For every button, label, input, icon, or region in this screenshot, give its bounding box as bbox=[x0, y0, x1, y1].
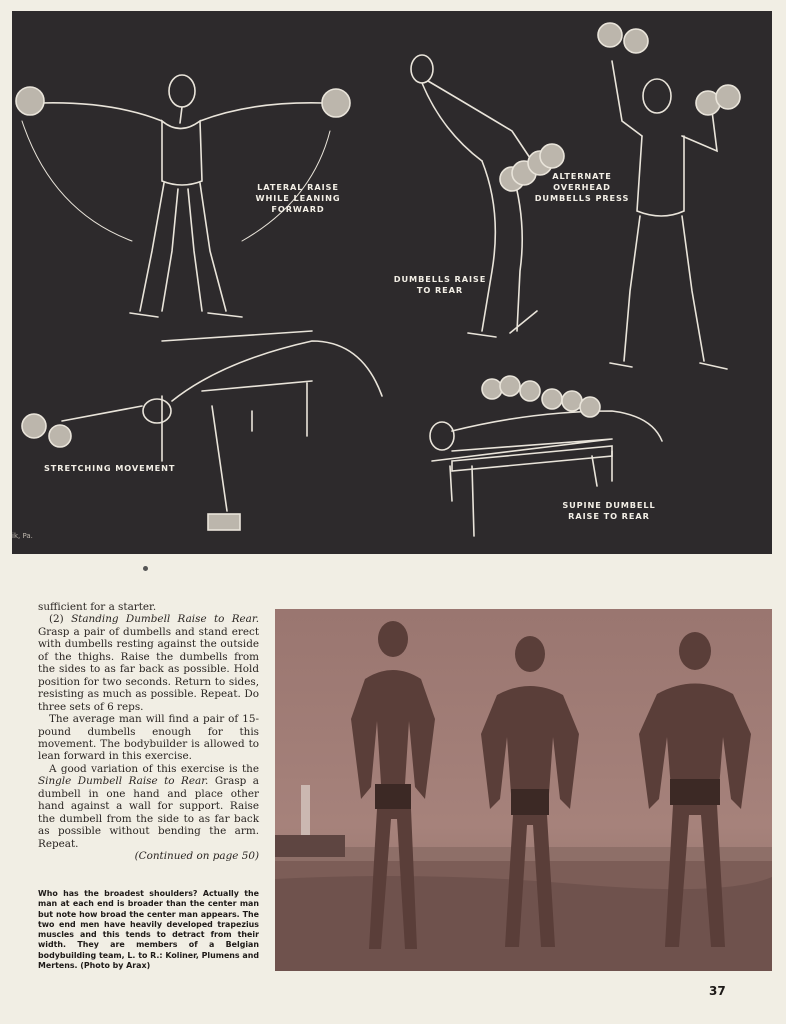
variation-title: Single Dumbell Raise to Rear. bbox=[38, 775, 209, 788]
article-text bbox=[38, 601, 259, 863]
dumbells-supine bbox=[482, 376, 600, 417]
article-paragraph-3: The average man will find a pair of 15-pound dumbells enough for this movement. The bodybuilder is allowed to lean forward in this exercise. bbox=[38, 713, 259, 763]
figure-stretching bbox=[62, 331, 382, 511]
page-number: 37 bbox=[709, 984, 726, 998]
exercise-body: Grasp a pair of dumbells and stand erect with dumbells resting against the outside of the thighs. Raise the dumbells from the sides to as far back as possible. Hold position for two seconds. Return to sides, resisting as much as possible. Repeat. Do three sets of 6 reps. bbox=[38, 625, 259, 713]
print-mark bbox=[143, 566, 148, 571]
variation-intro: A good variation of this exercise is the bbox=[49, 762, 259, 775]
dumbell-stretch-bottom bbox=[208, 514, 240, 530]
exercise-illustration bbox=[12, 11, 772, 554]
label-supine: SUPINE DUMBELL RAISE TO REAR bbox=[562, 500, 656, 521]
dumbell-stretch-left bbox=[22, 414, 46, 438]
photo-caption: Who has the broadest shoulders? Actually the man at each end is broader than the center man but note how broad the center man appears. The two end men have heavily developed trapezius muscles and this tends to detract from their width. They are members of a Belgian bodybuilding team, L. to R.: Koliner, Plumens and Mertens. (Photo by Arax) bbox=[38, 889, 259, 971]
continued-note: (Continued on page 50) bbox=[134, 850, 259, 863]
dumbell-left bbox=[16, 87, 44, 115]
article-paragraph-1: sufficient for a starter. bbox=[38, 601, 157, 613]
dumbell-right bbox=[322, 89, 350, 117]
variation-body: Grasp a dumbell in one hand and place other hand against a wall for support. Raise the dumbell from the side to as far back as possible without bending the arm. Repeat. bbox=[38, 775, 259, 850]
illustration-credit: ik, Pa. bbox=[12, 532, 33, 540]
label-alternate-press: ALTERNATE OVERHEAD DUMBELLS PRESS bbox=[534, 171, 630, 203]
label-lateral-raise: LATERAL RAISE WHILE LEANING FORWARD bbox=[255, 182, 341, 214]
photo-scene bbox=[275, 609, 772, 971]
bodybuilders-photo bbox=[275, 609, 772, 971]
exercise-title: Standing Dumbell Raise to Rear. bbox=[71, 613, 259, 626]
article-paragraph-2 bbox=[38, 613, 259, 713]
dumbell-stretch-left2 bbox=[49, 425, 71, 447]
article-paragraph-4 bbox=[38, 763, 259, 850]
label-stretching: STRETCHING MOVEMENT bbox=[44, 463, 176, 473]
exercise-number: (2) bbox=[49, 613, 72, 626]
label-dumbells-raise: DUMBELLS RAISE TO REAR bbox=[393, 274, 487, 295]
